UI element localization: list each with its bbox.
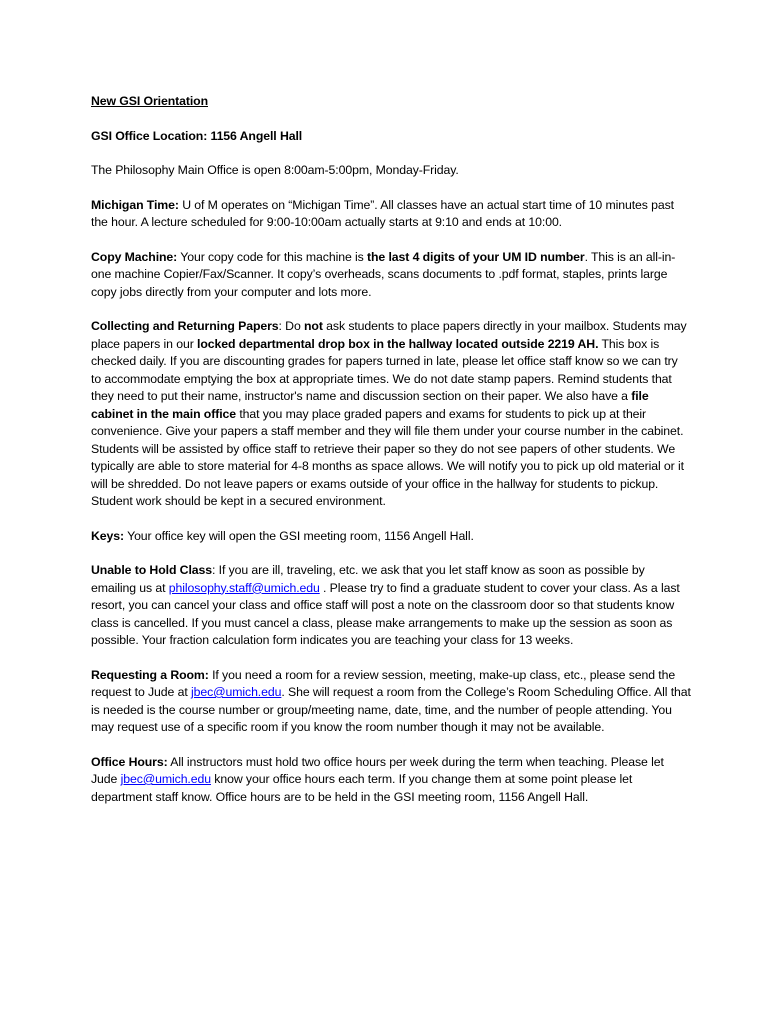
office-hours-text-2: know your office hours each term. If you change them at some point please let department staff know. Office hours are to be held in the GSI meeting room, 1156 Angell Hall. bbox=[91, 772, 633, 804]
collecting-text-3: This box is checked daily. If you are discounting grades for papers turned in late, please let office staff know so we can try to accommodate emptying the box at appropriate times. We do not date stamp papers. Remind students that they need to put their name, instructor's name and discussion section on their paper. We also have a bbox=[91, 336, 678, 403]
document-title bbox=[91, 93, 691, 111]
document-page bbox=[91, 93, 691, 823]
unable-text-2: . Please try to find a graduate student to cover your class. As a last resort, you can cancel your class and office staff will post a note on the classroom door so that students know class is cancelled. If you must cancel a class, please make arrangements to make up the session as soon as possible. Your fraction calculation form indicates you are teaching your class for 13 weeks. bbox=[91, 580, 680, 647]
jude-email-link-office-hours[interactable]: jbec@umich.edu bbox=[120, 772, 211, 786]
office-hours-heading: Office Hours: bbox=[91, 754, 168, 769]
keys-text: Your office key will open the GSI meeting room, 1156 Angell Hall. bbox=[124, 528, 474, 543]
main-office-hours: The Philosophy Main Office is open 8:00am-5:00pm, Monday-Friday. bbox=[91, 163, 459, 177]
michigan-time-heading: Michigan Time: bbox=[91, 197, 179, 212]
unable-text-1: : If you are ill, traveling, etc. we ask that you let staff know as soon as possible by emailing us at bbox=[91, 563, 645, 595]
collecting-text-4: that you may place graded papers and exams for students to pick up at their convenience. Give your papers a staff member and they will file them under your course number in the cabinet. Students will be assisted by office staff to retrieve their paper so they do not see papers of other students. We typically are able to store material for 4-8 months as space allows. We will notify you to pick up old material or it will be shredded. Do not leave papers or exams outside of your office in the hallway for students to pickup. Student work should be kept in a secured environment. bbox=[91, 406, 684, 508]
copy-machine-heading: Copy Machine: bbox=[91, 249, 178, 264]
jude-email-link[interactable]: jbec@umich.edu bbox=[190, 685, 282, 699]
room-text-2: . She will request a room from the College’s Room Scheduling Office. All that is needed is the course number or group/meeting name, date, time, and the number of people attending. You may request use of a specific room if you know the room number though it may not be available. bbox=[91, 685, 691, 734]
keys-heading: Keys: bbox=[91, 528, 124, 543]
collecting-not: not bbox=[304, 319, 323, 333]
michigan-time-section bbox=[91, 197, 691, 232]
office-location bbox=[91, 128, 691, 146]
keys-section bbox=[91, 528, 691, 546]
collecting-file-cabinet: file cabinet in the main office bbox=[91, 389, 649, 421]
room-text-1: If you need a room for a review session, meeting, make-up class, etc., please send the request to Jude at bbox=[91, 667, 676, 699]
title-text: New GSI Orientation bbox=[91, 94, 208, 108]
collecting-text-2: ask students to place papers directly in your mailbox. Students may place papers in our bbox=[91, 319, 687, 351]
unable-to-hold-class-section bbox=[91, 562, 691, 650]
copy-machine-text-2: . This is an all-in-one machine Copier/Fax/Scanner. It copy’s overheads, scans documents to .pdf format, staples, prints large copy jobs directly from your computer and lots more. bbox=[91, 249, 676, 299]
michigan-time-text: U of M operates on “Michigan Time”. All classes have an actual start time of 10 minutes past the hour. A lecture scheduled for 9:00-10:00am actually starts at 9:10 and ends at 10:00. bbox=[91, 197, 674, 229]
office-hours-text-1: All instructors must hold two office hours per week during the term when teaching. Please let Jude bbox=[91, 754, 664, 786]
copy-machine-text-1: Your copy code for this machine is bbox=[177, 249, 367, 264]
copy-machine-code-note: the last 4 digits of your UM ID number bbox=[367, 249, 585, 264]
staff-email-link[interactable]: philosophy.staff@umich.edu bbox=[168, 580, 320, 595]
requesting-room-section bbox=[91, 667, 691, 737]
room-heading: Requesting a Room: bbox=[91, 667, 209, 682]
collecting-heading: Collecting and Returning Papers bbox=[91, 319, 279, 333]
office-hours-section bbox=[91, 754, 691, 807]
unable-heading: Unable to Hold Class bbox=[91, 563, 212, 577]
collecting-papers-section bbox=[91, 318, 691, 511]
office-location-text: GSI Office Location: 1156 Angell Hall bbox=[91, 128, 303, 143]
collecting-text-1: : Do bbox=[278, 319, 305, 333]
copy-machine-section bbox=[91, 249, 691, 302]
collecting-drop-box: locked departmental drop box in the hallway located outside 2219 AH. bbox=[197, 336, 599, 351]
